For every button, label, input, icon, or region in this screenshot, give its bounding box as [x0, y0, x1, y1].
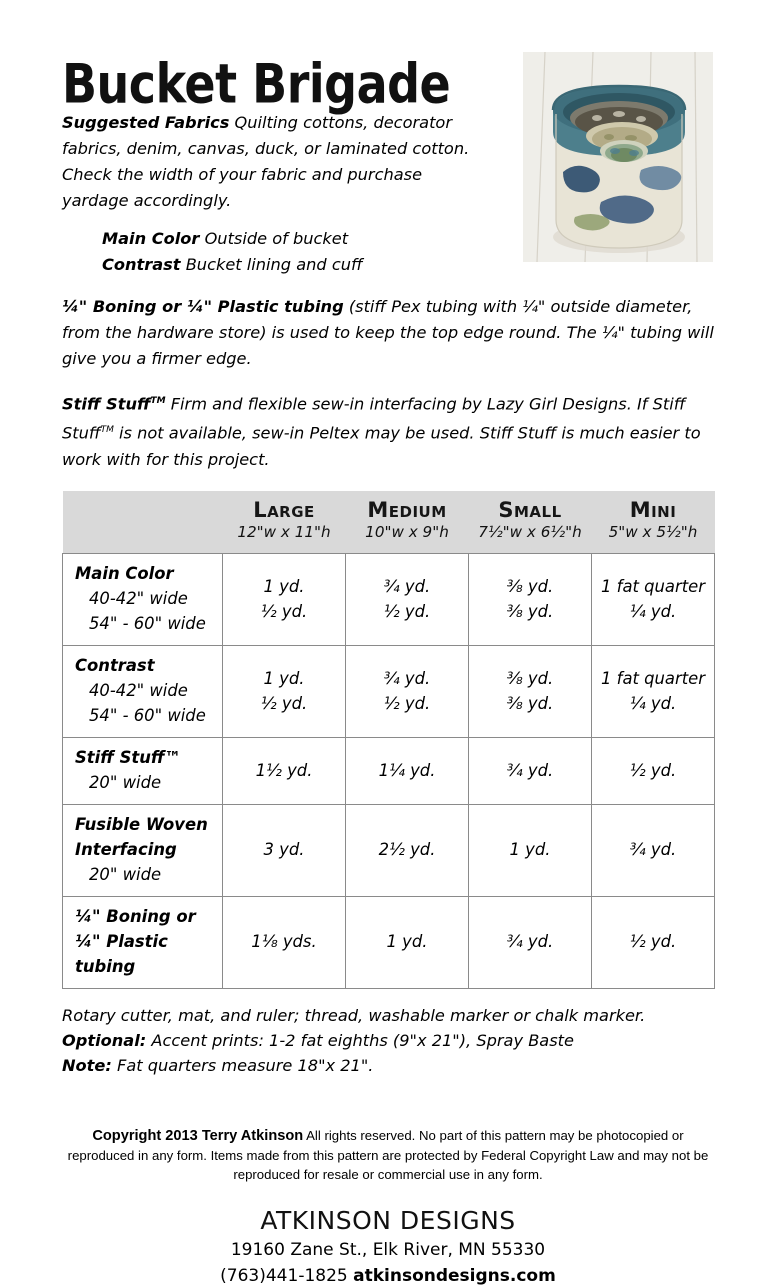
- suggested-fabrics-label: Suggested Fabrics: [62, 113, 230, 132]
- table-cell: [592, 646, 715, 738]
- table-row: [63, 738, 715, 805]
- row-label-title: ¼" Boning or: [75, 907, 196, 927]
- row-label-title: Fusible Woven: [75, 815, 208, 835]
- suggested-fabrics-text: Quilting cottons, decorator fabrics, denim, canvas, duck, or laminated cotton. Check the width of your fabric and purchase yardage accordingly.: [62, 113, 470, 210]
- table-cell: [223, 897, 346, 989]
- row-label-title-2: ¼" Plastic tubing: [75, 932, 168, 977]
- cell-value: ½ yd.: [383, 693, 431, 713]
- table-cell: [592, 805, 715, 897]
- optional-label: Optional:: [62, 1031, 147, 1051]
- cell-value: 1 yd.: [509, 840, 551, 860]
- table-row: [63, 554, 715, 646]
- table-cell: [346, 738, 469, 805]
- product-photo: [523, 52, 713, 262]
- row-label-stiff-stuff: [63, 738, 223, 805]
- fabric-role-desc: Bucket lining and cuff: [185, 255, 363, 274]
- cell-value: ½ yd.: [260, 601, 308, 621]
- cell-value: 1 yd.: [263, 668, 305, 688]
- row-label-title: Contrast: [75, 656, 155, 676]
- size-name: Mini: [629, 497, 677, 522]
- table-row: [63, 897, 715, 989]
- fabric-role-main-color: [102, 226, 522, 252]
- table-cell: [223, 554, 346, 646]
- row-label-sub: 54" - 60" wide: [89, 614, 206, 634]
- size-dimensions: 10"w x 9"h: [365, 522, 449, 541]
- fabric-role-contrast: [102, 252, 522, 278]
- cell-value: 2½ yd.: [378, 840, 436, 860]
- table-cell: [592, 897, 715, 989]
- cell-value: ¾ yd.: [629, 840, 677, 860]
- cell-value: ½ yd.: [383, 601, 431, 621]
- cell-value: ⅜ yd.: [506, 693, 554, 713]
- table-row: [63, 646, 715, 738]
- row-label-contrast: [63, 646, 223, 738]
- cell-value: ¾ yd.: [383, 668, 431, 688]
- size-dimensions: 7½"w x 6½"h: [478, 522, 582, 541]
- fabric-role-label: Main Color: [102, 229, 200, 248]
- cell-value: ⅜ yd.: [506, 668, 554, 688]
- stiff-stuff-text-b: is not available, sew-in Peltex may be used. Stiff Stuff is much easier to work with for this project.: [62, 423, 701, 469]
- fabric-role-label: Contrast: [102, 255, 181, 274]
- table-row: [63, 805, 715, 897]
- table-cell: [469, 554, 592, 646]
- trademark-symbol: TM: [100, 425, 114, 436]
- cell-value: ¾ yd.: [383, 576, 431, 596]
- cell-value: ½ yd.: [629, 760, 677, 780]
- cell-value: ½ yd.: [629, 932, 677, 952]
- cell-value: 1½ yd.: [255, 760, 313, 780]
- company-website[interactable]: atkinsondesigns.com: [353, 1265, 556, 1286]
- row-label-main-color: [63, 554, 223, 646]
- cell-value: 1 yd.: [386, 932, 428, 952]
- company-name: ATKINSON DESIGNS: [260, 1206, 516, 1236]
- row-label-sub: 54" - 60" wide: [89, 706, 206, 726]
- copyright-text: All rights reserved. No part of this pattern may be photocopied or reproduced in any form. Items made from this pattern are protected by Federal Copyright Law and may not be reproduced for resale or commercial use in any form.: [67, 1128, 709, 1183]
- cell-value: ½ yd.: [260, 693, 308, 713]
- cell-value: 3 yd.: [263, 840, 305, 860]
- row-label-title-2: Interfacing: [75, 840, 177, 860]
- table-cell: [346, 897, 469, 989]
- table-header-large: [223, 491, 346, 554]
- size-name: Large: [253, 497, 315, 522]
- fabric-role-desc: Outside of bucket: [204, 229, 349, 248]
- table-cell: [469, 897, 592, 989]
- table-cell: [592, 738, 715, 805]
- cell-value: ¾ yd.: [506, 932, 554, 952]
- table-cell: [592, 554, 715, 646]
- company-block: [62, 1206, 714, 1288]
- table-cell: [346, 805, 469, 897]
- row-label-title: Stiff Stuff™: [75, 748, 181, 768]
- table-header-row: [63, 491, 715, 554]
- supplies-note: Rotary cutter, mat, and ruler; thread, washable marker or chalk marker.: [62, 1006, 646, 1026]
- optional-text: Accent prints: 1-2 fat eighths (9"x 21"), Spray Baste: [151, 1031, 574, 1051]
- trademark-symbol: TM: [150, 396, 166, 406]
- table-cell: [346, 554, 469, 646]
- company-address: 19160 Zane St., Elk River, MN 55330: [230, 1240, 546, 1261]
- table-cell: [469, 805, 592, 897]
- table-cell: [469, 738, 592, 805]
- table-header-blank: [63, 491, 223, 554]
- notes-section: [62, 1003, 714, 1078]
- stiff-stuff-text-a: Firm and flexible sew-in interfacing by Lazy Girl Designs. If Stiff Stuff: [62, 394, 686, 443]
- table-cell: [346, 646, 469, 738]
- page-title: Bucket Brigade: [62, 51, 451, 116]
- company-contact: [62, 1264, 714, 1288]
- fabric-roles-list: [62, 226, 522, 278]
- table-cell: [223, 738, 346, 805]
- table-header-mini: [592, 491, 715, 554]
- table-header-medium: [346, 491, 469, 554]
- suggested-fabrics-paragraph: [62, 110, 492, 214]
- row-label-sub: 40-42" wide: [89, 681, 188, 701]
- boning-label: ¼" Boning or ¼" Plastic tubing: [62, 297, 344, 316]
- yardage-table: [62, 491, 715, 989]
- row-label-sub: 20" wide: [89, 865, 162, 885]
- cell-value: 1 yd.: [263, 576, 305, 596]
- size-name: Medium: [367, 497, 447, 522]
- boning-paragraph: [62, 294, 714, 372]
- size-name: Small: [498, 497, 562, 522]
- stiff-stuff-label: Stiff Stuff: [62, 394, 151, 414]
- copyright-block: [62, 1126, 714, 1184]
- row-label-title: Main Color: [75, 564, 174, 584]
- cell-value: ¼ yd.: [629, 601, 677, 621]
- cell-value: 1 fat quarter: [601, 576, 705, 596]
- copyright-holder: Copyright 2013 Terry Atkinson: [92, 1128, 304, 1145]
- table-cell: [223, 805, 346, 897]
- optional-note: [62, 1028, 714, 1053]
- fat-quarter-note: [62, 1053, 714, 1078]
- table-header-small: [469, 491, 592, 554]
- cell-value: ¾ yd.: [506, 760, 554, 780]
- company-phone: (763)441-1825: [220, 1265, 348, 1286]
- cell-value: 1¼ yd.: [378, 760, 436, 780]
- cell-value: ⅜ yd.: [506, 576, 554, 596]
- note-label: Note:: [62, 1056, 112, 1076]
- row-label-fusible-interfacing: [63, 805, 223, 897]
- cell-value: ⅜ yd.: [506, 601, 554, 621]
- table-cell: [469, 646, 592, 738]
- row-label-boning: [63, 897, 223, 989]
- row-label-sub: 20" wide: [89, 773, 162, 793]
- cell-value: 1⅛ yds.: [251, 932, 317, 952]
- row-label-sub: 40-42" wide: [89, 589, 188, 609]
- size-dimensions: 12"w x 11"h: [237, 522, 331, 541]
- boning-text: (stiff Pex tubing with ¼" outside diameter, from the hardware store) is used to keep the top edge round. The ¼" tubing will give you a firmer edge.: [62, 297, 714, 368]
- stiff-stuff-paragraph: [62, 388, 714, 473]
- cell-value: ¼ yd.: [629, 693, 677, 713]
- table-cell: [223, 646, 346, 738]
- note-text: Fat quarters measure 18"x 21".: [117, 1056, 374, 1076]
- cell-value: 1 fat quarter: [601, 668, 705, 688]
- size-dimensions: 5"w x 5½"h: [608, 522, 698, 541]
